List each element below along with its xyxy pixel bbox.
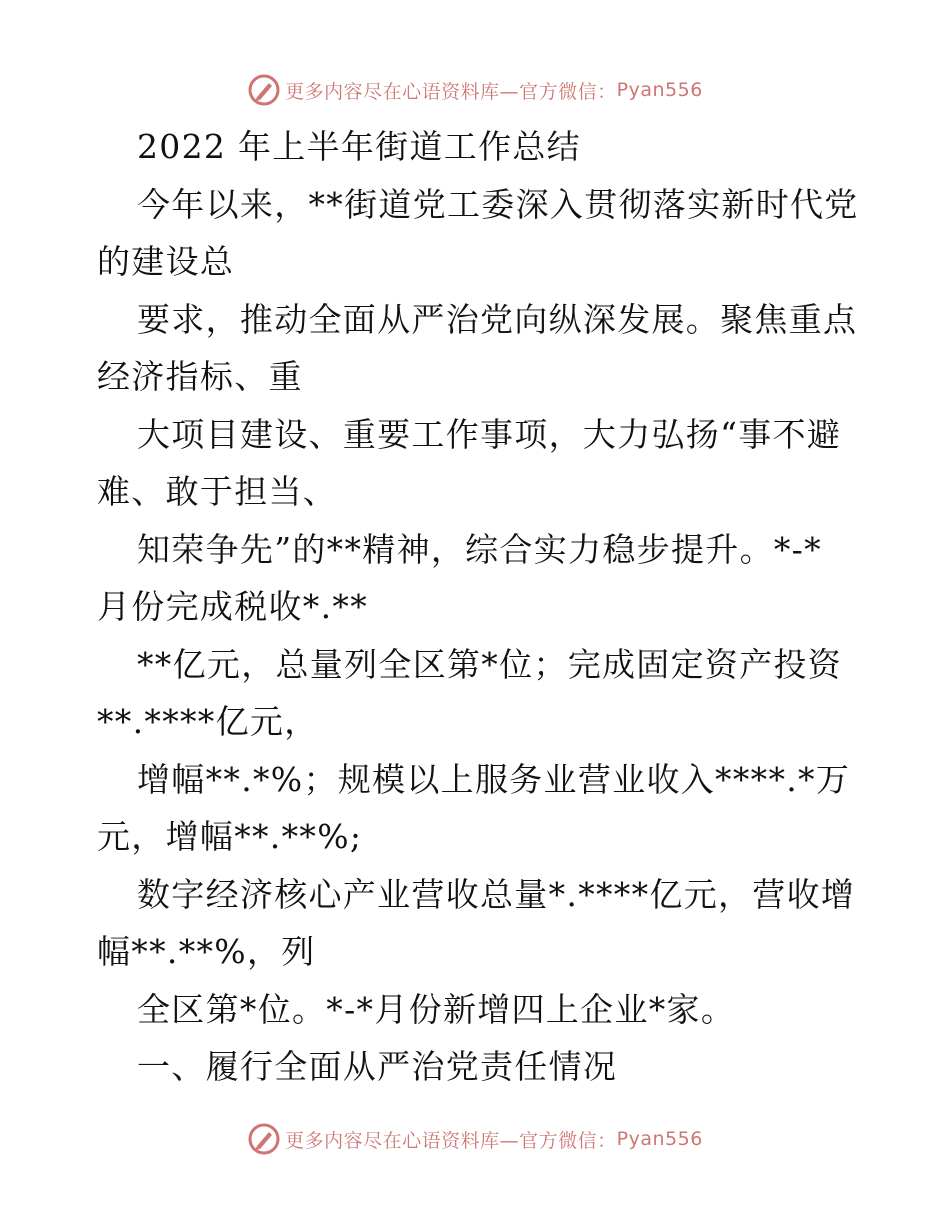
text-line: 大项目建设、重要工作事项，大力弘扬“事不避	[137, 414, 842, 454]
watermark-handle: Pyan556	[616, 1128, 703, 1150]
pen-logo-icon	[247, 1122, 281, 1156]
pen-logo-icon	[247, 73, 281, 107]
watermark-text: 更多内容尽在心语资料库—官方微信：	[285, 80, 617, 103]
watermark-handle: Pyan556	[616, 79, 703, 101]
document-title: 2022 年上半年街道工作总结	[137, 127, 581, 166]
text-line: 月份完成税收*.**	[97, 587, 368, 626]
text-line: 幅**.**%，列	[97, 932, 316, 971]
section-heading: 一、履行全面从严治党责任情况	[137, 1047, 618, 1086]
watermark-text: 更多内容尽在心语资料库—官方微信：	[285, 1129, 617, 1152]
text-line: 难、敢于担当、	[97, 472, 338, 511]
text-line: 数字经济核心产业营收总量*.****亿元，营收增	[137, 874, 856, 914]
text-line: 知荣争先”的**精神，综合实力稳步提升。*-*	[137, 529, 822, 569]
text-line: 要求，推动全面从严治党向纵深发展。聚焦重点	[137, 299, 858, 339]
text-line: 经济指标、重	[97, 357, 303, 396]
text-line: 全区第*位。*-*月份新增四上企业*家。	[137, 989, 736, 1029]
document-body	[97, 118, 857, 1096]
text-line: 元，增幅**.**%;	[97, 817, 363, 856]
text-line: **亿元，总量列全区第*位；完成固定资产投资	[137, 644, 843, 684]
text-line: 增幅**.*%；规模以上服务业营业收入****.*万	[137, 759, 851, 799]
footer-watermark	[0, 1119, 950, 1159]
text-line: 的建设总	[97, 242, 235, 281]
header-watermark	[0, 70, 950, 110]
text-line: 今年以来，**街道党工委深入贯彻落实新时代党	[137, 184, 859, 224]
text-line: **.****亿元，	[97, 702, 319, 741]
